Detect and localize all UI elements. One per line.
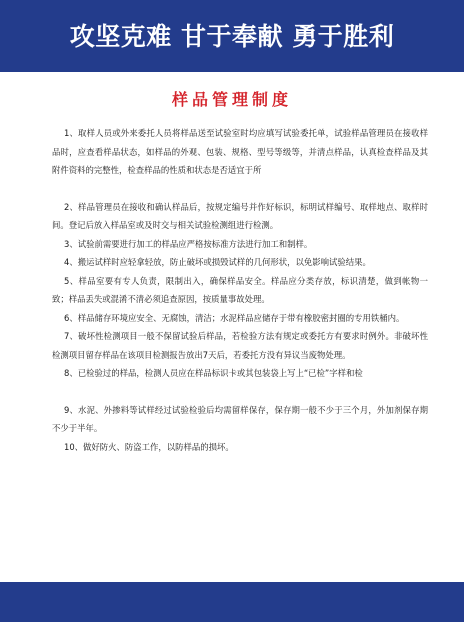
rule-item-2: 2、样品管理员在接收和确认样品后，按规定编号并作好标识，标明试样编号、取样地点、取样时间。登记后放入样品室或及时交与相关试验检测组进行检测。 bbox=[52, 201, 428, 230]
rule-item-6: 6、样品储存环境应安全、无腐蚀，清洁；水泥样品应储存于带有橡胶密封圈的专用铁桶内。 bbox=[64, 312, 405, 323]
rule-item-4: 4、搬运试样时应轻拿轻放，防止破坏或损毁试样的几何形状，以免影响试验结果。 bbox=[64, 257, 371, 267]
rule-item-5: 5、样品室要有专人负责，限制出入，确保样品安全。样品应分类存放，标识清楚，做到帐物一致；样品丢失或混淆不清必须追查原因，按质量事故处理。 bbox=[52, 275, 428, 304]
footer-band bbox=[0, 582, 464, 622]
rule-item-10: 10、做好防火、防盗工作，以防样品的损坏。 bbox=[64, 441, 234, 452]
rules-list bbox=[52, 124, 428, 456]
rule-item-9: 9、水泥、外掺料等试样经过试验检验后均需留样保存，保存期一般不少于三个月，外加剂保存期不少于半年。 bbox=[52, 404, 428, 433]
rule-item-8: 8、已检验过的样品，检测人员应在样品标识卡或其包装袋上写上“已检”字样和检 bbox=[64, 368, 363, 378]
rule-item-7: 7、破坏性检测项目一般不保留试验后样品，若检验方法有规定或委托方有要求时例外。非破坏性检测项目留存样品在该项目检测报告放出7天后，若委托方没有异议当废物处理。 bbox=[52, 331, 428, 360]
document-title: 样品管理制度 bbox=[171, 90, 292, 109]
header-divider bbox=[0, 72, 464, 75]
header-slogan: 攻坚克难 甘于奉献 勇于胜利 bbox=[69, 22, 395, 51]
rule-item-1: 1、取样人员或外来委托人员将样品送至试验室时均应填写试验委托单，试验样品管理员在接收样品时，应查看样品状态，如样品的外观、包装、规格、型号等级等，并清点样品，认真检查样品及其附件资料的完整性，检查样品的性质和状态是否适宜于所 bbox=[52, 128, 428, 175]
rule-item-3: 3、试验前需要进行加工的样品应严格按标准方法进行加工和制样。 bbox=[64, 238, 313, 249]
